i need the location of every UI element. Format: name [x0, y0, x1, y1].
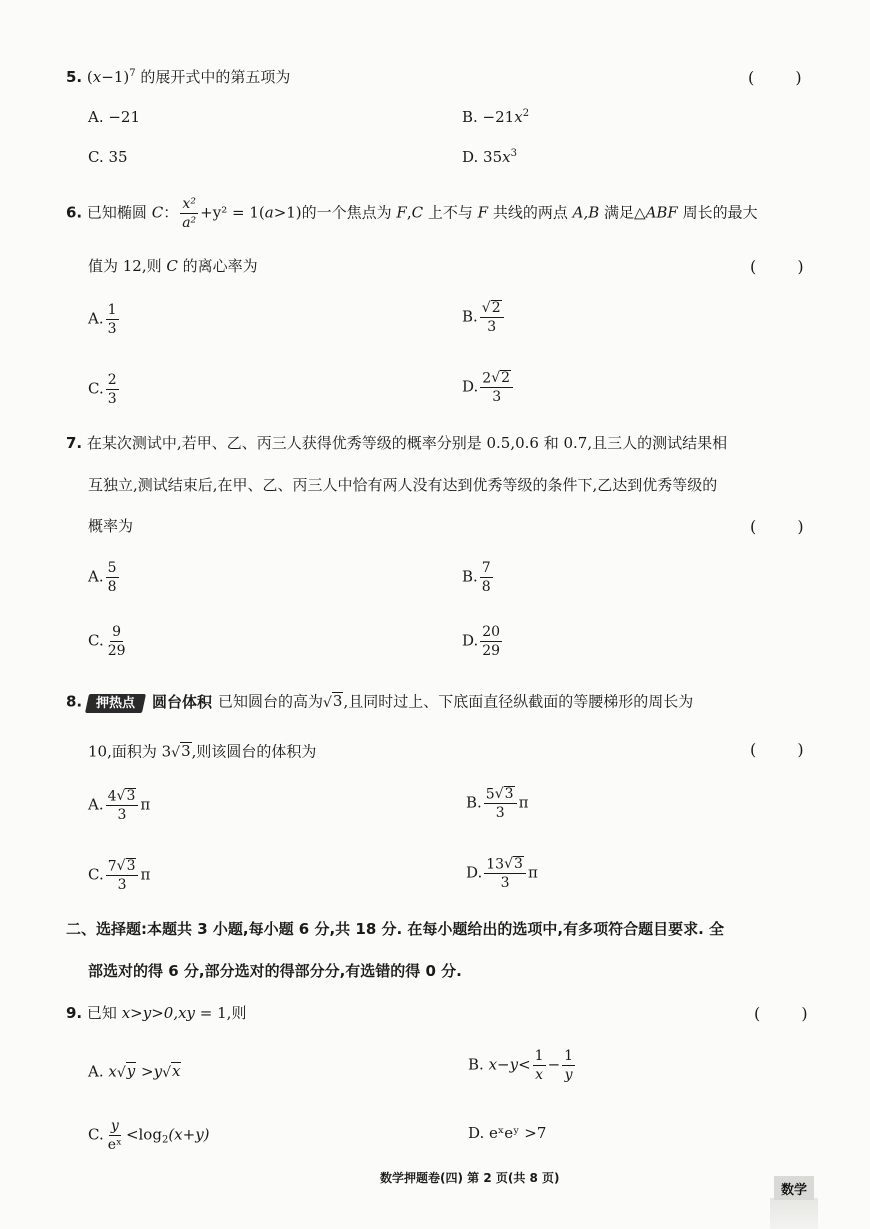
- question-6-stem-line1: 6. 已知椭圆 C： $\frac{\text{x²}}{\text{a²}}$ +y² = 1(a>1)的一个焦点为 F,C 上不与 F 共线的两点 A,B 满足△ABF 周长的最大: [66, 196, 758, 232]
- sqrt: √ 3: [504, 856, 523, 873]
- fraction: $\frac{2}{3}$: [107, 372, 117, 408]
- fraction: 13 √ 3 3: [484, 856, 526, 891]
- sqrt: √ 2: [481, 300, 501, 317]
- fraction: $\frac{y}{\text{eˣ}}$: [107, 1118, 122, 1154]
- option-b[interactable]: B. √ 2 3: [462, 300, 506, 335]
- question-number: 6.: [66, 203, 83, 222]
- option-d[interactable]: D. $\frac{20}{29}$: [462, 624, 501, 660]
- question-number: 9.: [66, 1004, 83, 1022]
- option-d[interactable]: D. 13 √ 3 3 π: [466, 856, 538, 892]
- option-b[interactable]: B. $\frac{7}{8}$: [462, 560, 491, 596]
- fraction: $\frac{5}{8}$: [107, 560, 117, 596]
- option-c[interactable]: C. $\frac{9}{29}$: [88, 624, 126, 660]
- option-c[interactable]: C. 7 √ 3 3 π: [88, 858, 151, 894]
- option-a[interactable]: A. $\frac{1}{3}$: [88, 302, 117, 338]
- question-5-stem: 5. $(x-1)^7$ 的展开式中的第五项为: [66, 68, 291, 86]
- question-number: 5.: [66, 68, 83, 86]
- section-2-heading-line2: 部选对的得 6 分,部分选对的得部分分,有选错的得 0 分.: [88, 962, 462, 980]
- sqrt: √ 3: [116, 858, 136, 875]
- answer-blank[interactable]: ( ): [748, 68, 820, 87]
- sqrt: √ 2: [491, 370, 511, 387]
- option-b[interactable]: B. $-21x^2$: [462, 108, 530, 126]
- option-c[interactable]: C. 35: [88, 148, 128, 166]
- subject-tab: 数学: [774, 1176, 814, 1200]
- fraction: 2 √ 2 3: [480, 370, 513, 405]
- sqrt: √ 3: [116, 788, 136, 805]
- option-a[interactable]: A. 4 √ 3 3 π: [88, 788, 151, 824]
- answer-blank[interactable]: ( ): [754, 1004, 826, 1023]
- page-footer: 数学押题卷(四) 第 2 页(共 8 页): [380, 1171, 560, 1185]
- option-a[interactable]: A. −21: [88, 108, 141, 126]
- fraction: $\frac{7}{8}$: [481, 560, 491, 596]
- corner-shadow: [770, 1198, 818, 1229]
- fraction: $\frac{20}{29}$: [482, 624, 501, 660]
- fraction: $\frac{1}{x}$: [534, 1048, 544, 1084]
- question-8-stem-line1: 8. 押热点 圆台体积 已知圆台的高为 √ 3 ,且同时过上、下底面直径纵截面的等腰梯形的周长为: [66, 692, 694, 711]
- fraction: √ 2 3: [480, 300, 504, 335]
- answer-blank[interactable]: ( ): [750, 740, 822, 759]
- section-2-heading-line1: 二、选择题:本题共 3 小题,每小题 6 分,共 18 分. 在每小题给出的选项中,有多项符合题目要求. 全: [66, 920, 725, 938]
- topic-keyword: 圆台体积: [151, 692, 212, 711]
- question-8-stem-line2: 10,面积为 3 √ 3 ,则该圆台的体积为: [88, 742, 317, 761]
- option-a[interactable]: A. $\frac{5}{8}$: [88, 560, 117, 596]
- fraction: $\frac{1}{y}$: [564, 1048, 574, 1084]
- answer-blank[interactable]: ( ): [750, 257, 822, 276]
- option-c[interactable]: C. $\frac{2}{3}$: [88, 372, 117, 408]
- option-d[interactable]: D. 2 √ 2 3: [462, 370, 515, 405]
- option-c[interactable]: C. $\frac{y}{\text{eˣ}}$ $<\log_2(x+y)$: [88, 1118, 210, 1154]
- question-6-stem-line2: 值为 12,则 C 的离心率为: [88, 257, 258, 275]
- sqrt: √ x: [162, 1062, 181, 1081]
- fraction: $\frac{1}{3}$: [107, 302, 117, 338]
- sqrt: √ 3: [171, 742, 191, 761]
- sqrt: √ y: [116, 1062, 136, 1081]
- fraction: $\frac{\text{x²}}{\text{a²}}$: [182, 196, 197, 232]
- question-7-stem-line1: 7. 在某次测试中,若甲、乙、丙三人获得优秀等级的概率分别是 0.5,0.6 和 0.7,且三人的测试结果相: [66, 434, 728, 452]
- sqrt: √ 3: [494, 786, 514, 803]
- question-7-stem-line2: 互独立,测试结束后,在甲、乙、丙三人中恰有两人没有达到优秀等级的条件下,乙达到优秀等级的: [88, 476, 718, 494]
- question-9-stem: 9. 已知 x>y>0,xy = 1,则: [66, 1004, 247, 1022]
- question-number: 8.: [66, 692, 83, 711]
- question-number: 7.: [66, 434, 83, 452]
- option-a[interactable]: A. x √ y >y √ x: [88, 1062, 181, 1081]
- option-d[interactable]: D. eˣeʸ >7: [468, 1124, 547, 1142]
- fraction: 7 √ 3 3: [106, 858, 139, 893]
- question-7-stem-line3: 概率为: [88, 517, 134, 535]
- option-d[interactable]: D. $35x^3$: [462, 148, 517, 166]
- option-b[interactable]: B. 5 √ 3 3 π: [466, 786, 529, 822]
- fraction: $\frac{9}{29}$: [107, 624, 126, 660]
- hot-topic-badge: 押热点: [85, 694, 146, 713]
- answer-blank[interactable]: ( ): [750, 517, 822, 536]
- sqrt: √ 3: [322, 692, 343, 711]
- fraction: 5 √ 3 3: [484, 786, 517, 821]
- fraction: 4 √ 3 3: [106, 788, 139, 823]
- option-b[interactable]: B. x−y< $\frac{1}{x}$ − $\frac{1}{y}$: [468, 1048, 574, 1084]
